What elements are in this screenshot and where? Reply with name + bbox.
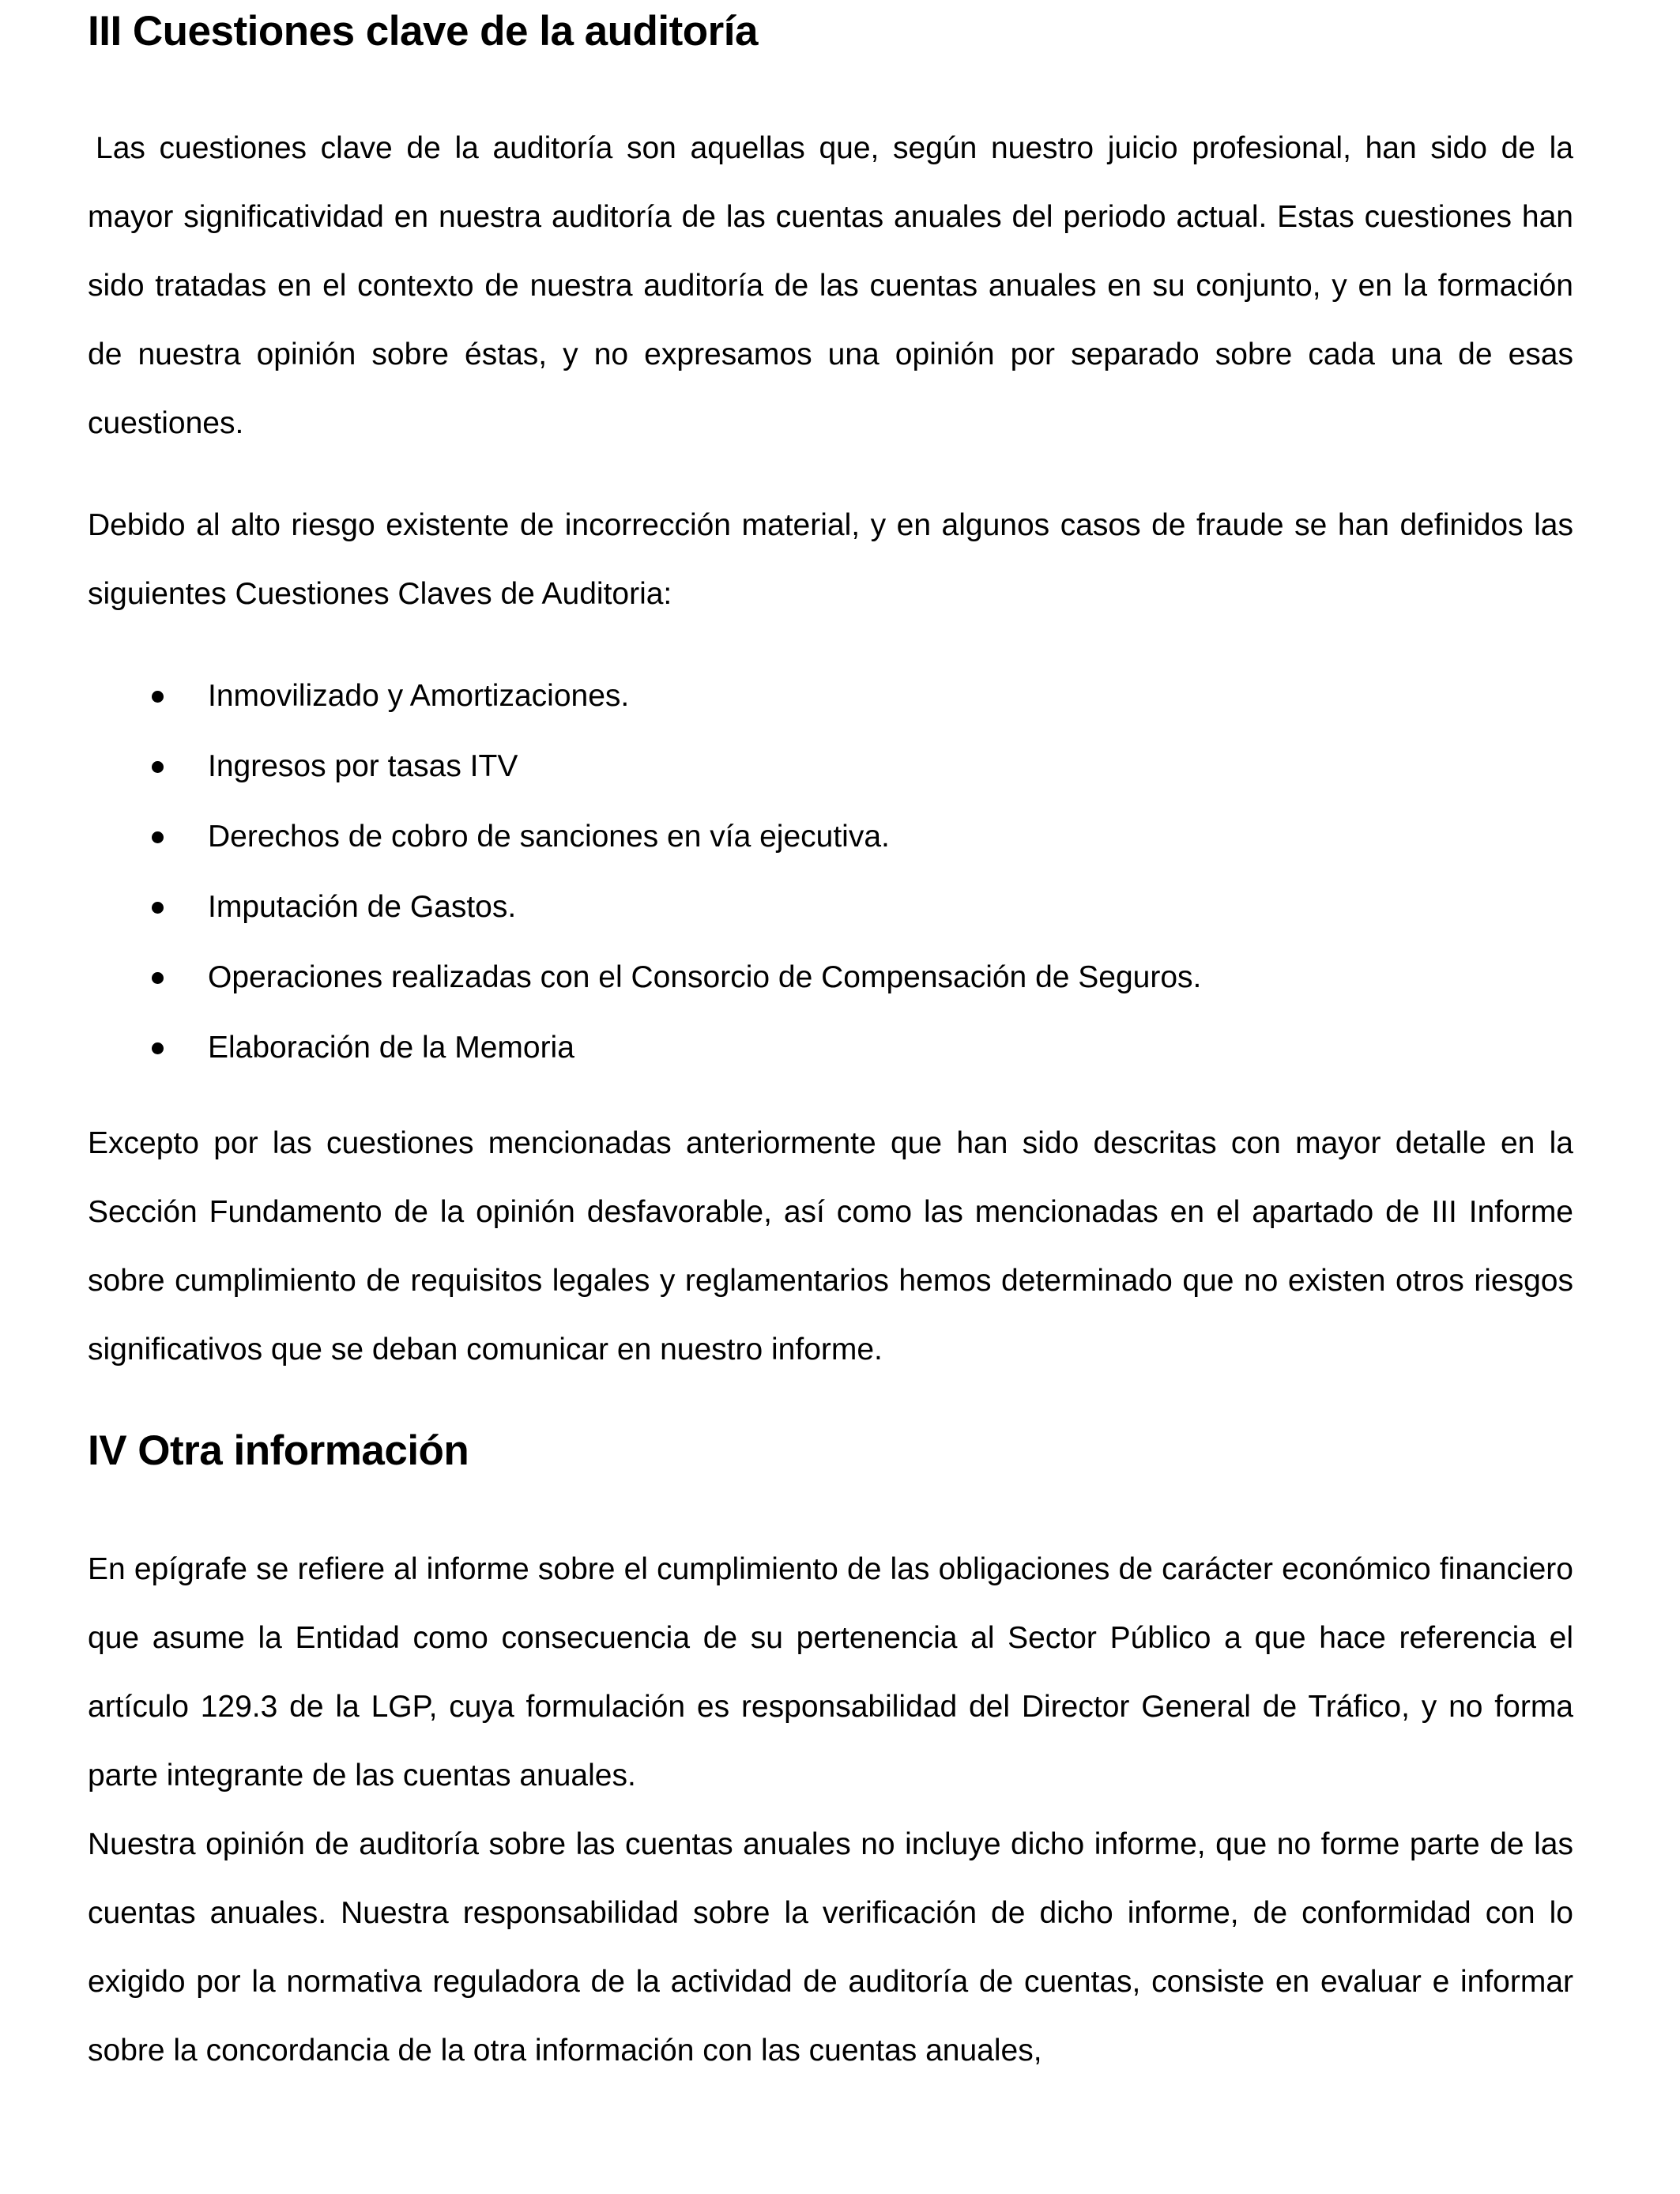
list-item: [88, 661, 1573, 731]
bullet-icon: [152, 691, 164, 703]
section-4-paragraph-1: En epígrafe se refiere al informe sobre el cumplimiento de las obligaciones de carácter económico financiero que asume la Entidad como consecuencia de su pertenencia al Sector Público a que hace referencia el artículo 129.3 de la LGP, cuya formulación es responsabilidad del Director General de Tráfico, y no forma parte integrante de las cuentas anuales.: [88, 1552, 1573, 1793]
list-item-text: Imputación de Gastos.: [208, 890, 517, 924]
bullet-icon: [152, 831, 164, 843]
list-item-text: Elaboración de la Memoria: [208, 1031, 574, 1065]
bullet-icon: [152, 761, 164, 773]
list-item-text: Operaciones realizadas con el Consorcio de Compensación de Seguros.: [208, 960, 1202, 994]
list-item: [88, 942, 1573, 1012]
bullet-icon: [152, 972, 164, 984]
list-item: [88, 1012, 1573, 1083]
list-item-text: Ingresos por tasas ITV: [208, 749, 518, 783]
bullet-icon: [152, 902, 164, 914]
list-item: [88, 731, 1573, 801]
list-item: [88, 872, 1573, 942]
list-item: [88, 801, 1573, 872]
section-3-intro-paragraph: Las cuestiones clave de la auditoría son aquellas que, según nuestro juicio profesional, han sido de la mayor significatividad en nuestra auditoría de las cuentas anuales del periodo actual. Estas cuestiones han sido tratadas en el contexto de nuestra auditoría de las cuentas anuales en su conjunto, y en la formación de nuestra opinión sobre éstas, y no expresamos una opinión por separado sobre cada una de esas cuestiones.: [88, 131, 1573, 440]
section-4-heading: IV Otra información: [88, 1427, 469, 1474]
key-audit-matters-list: [88, 661, 1573, 1083]
list-item-text: Inmovilizado y Amortizaciones.: [208, 679, 630, 713]
section-3-closing-paragraph: Excepto por las cuestiones mencionadas anteriormente que han sido descritas con mayor detalle en la Sección Fundamento de la opinión desfavorable, así como las mencionadas en el apartado de III Informe sobre cumplimiento de requisitos legales y reglamentarios hemos determinado que no existen otros riesgos significativos que se deban comunicar en nuestro informe.: [88, 1126, 1573, 1367]
list-item-text: Derechos de cobro de sanciones en vía ejecutiva.: [208, 820, 890, 854]
bullet-icon: [152, 1042, 164, 1054]
section-3-risk-paragraph: Debido al alto riesgo existente de incorrección material, y en algunos casos de fraude se han definidos las siguientes Cuestiones Claves de Auditoria:: [88, 508, 1573, 611]
section-4-paragraph-2: Nuestra opinión de auditoría sobre las cuentas anuales no incluye dicho informe, que no forme parte de las cuentas anuales. Nuestra responsabilidad sobre la verificación de dicho informe, de conformidad con lo exigido por la normativa reguladora de la actividad de auditoría de cuentas, consiste en evaluar e informar sobre la concordancia de la otra información con las cuentas anuales,: [88, 1827, 1573, 2068]
section-3-heading: III Cuestiones clave de la auditoría: [88, 8, 758, 55]
